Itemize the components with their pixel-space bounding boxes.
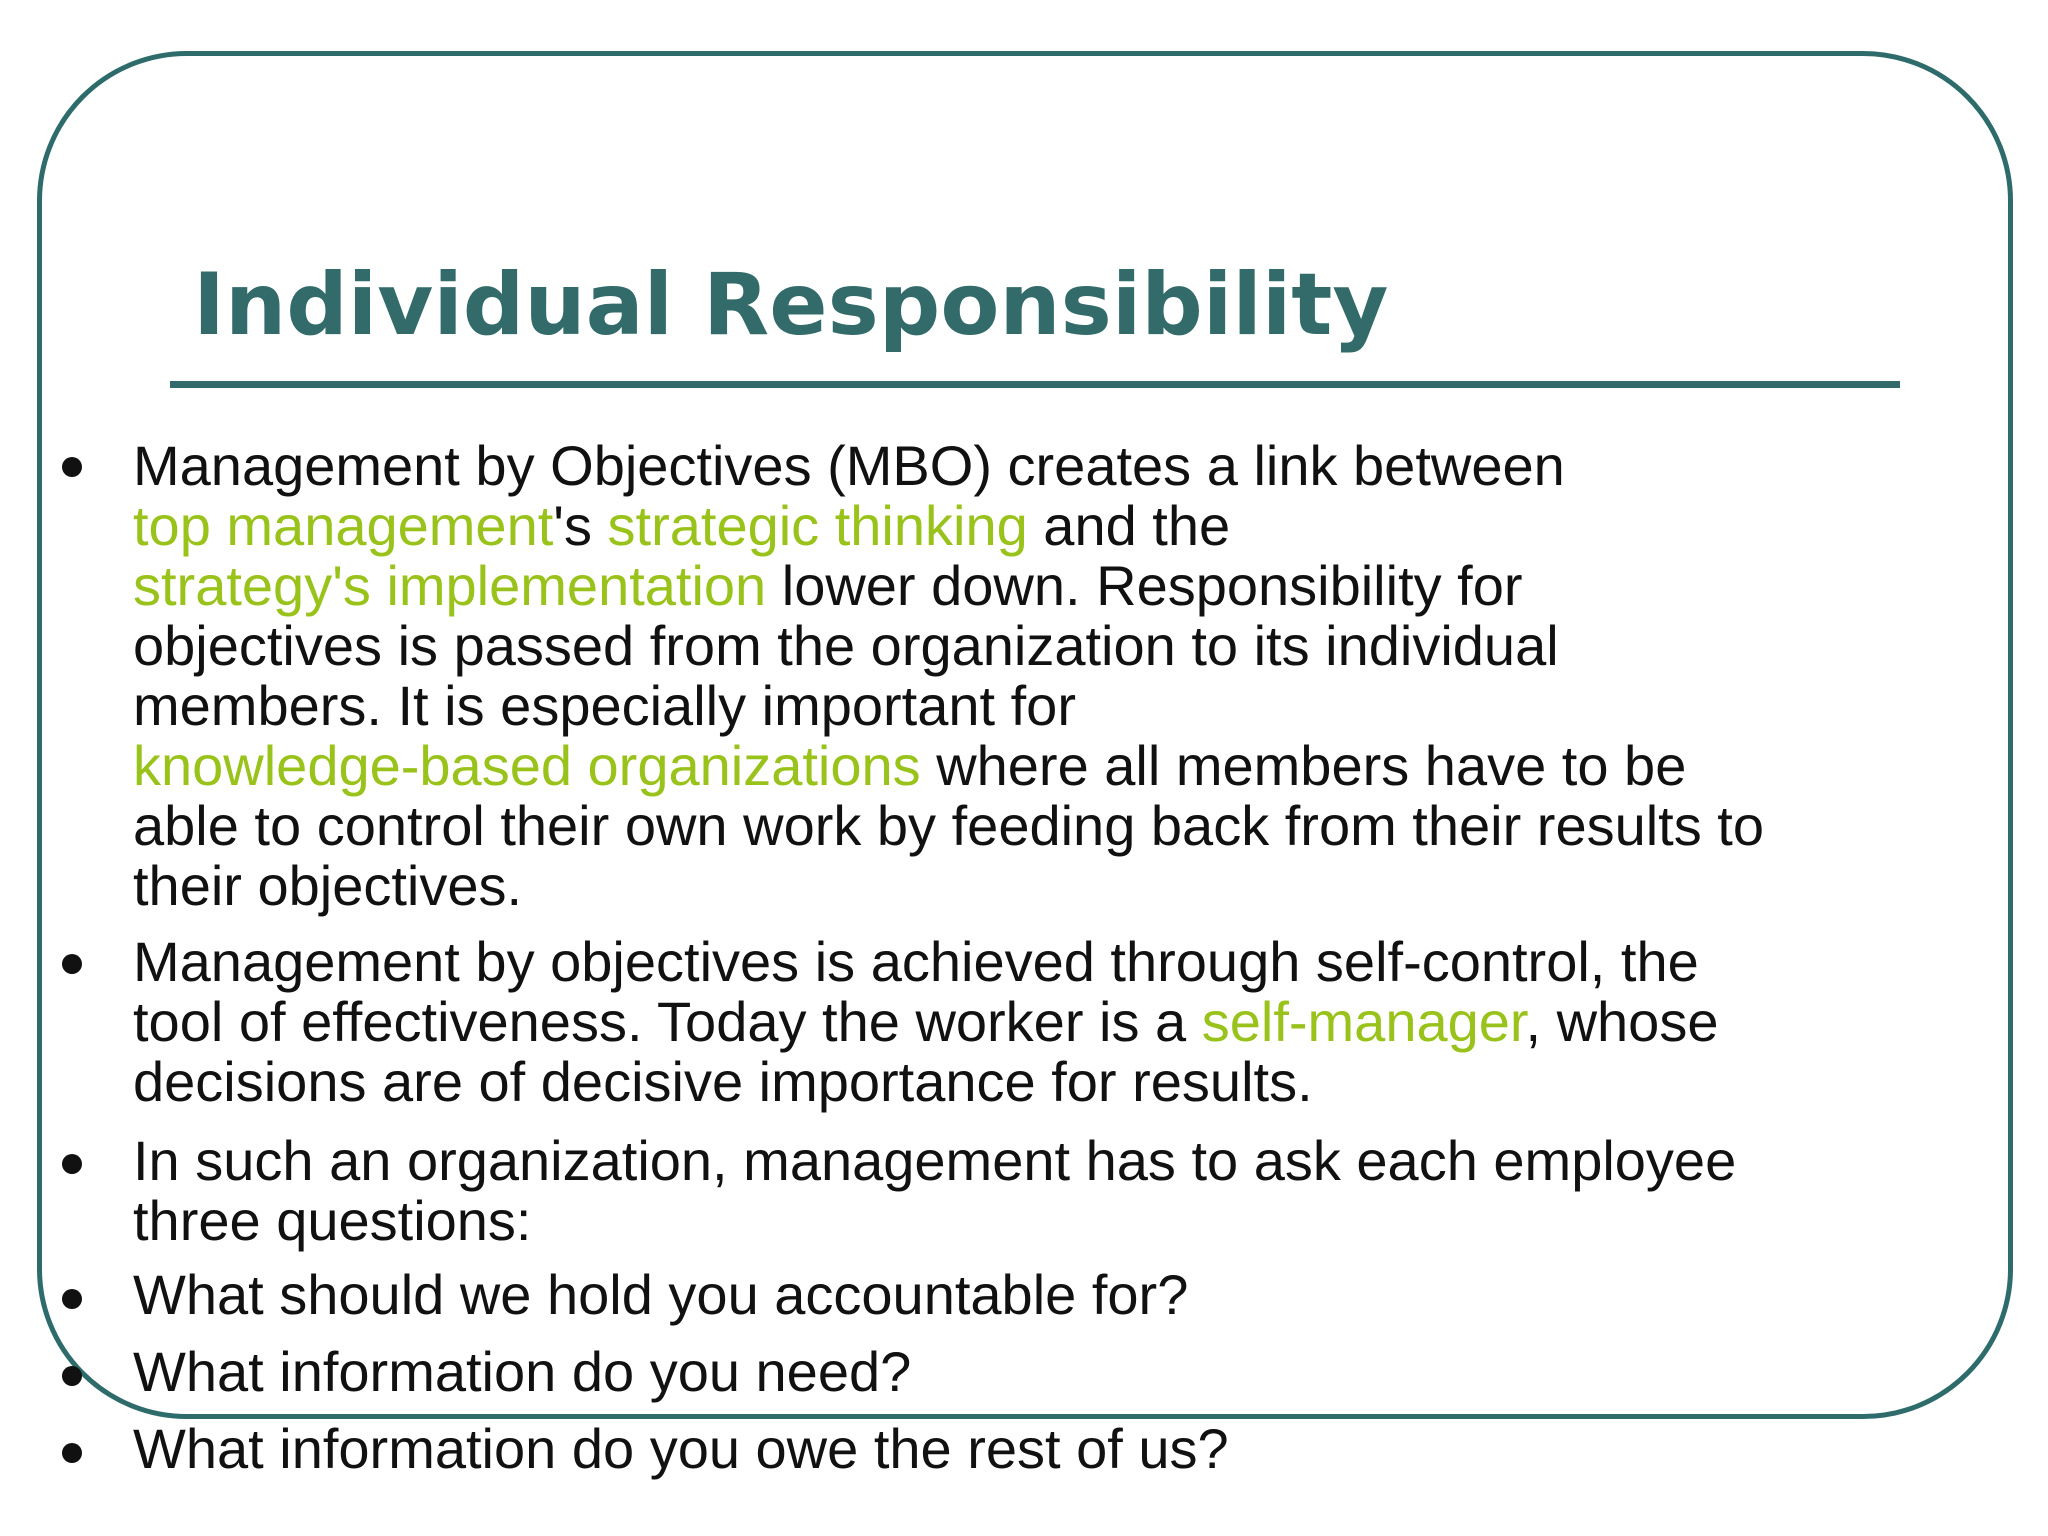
bullet-text — [133, 932, 1993, 1112]
bullet-line — [133, 496, 1993, 556]
text-run: where all members have to be — [920, 734, 1687, 797]
text-run: three questions: — [133, 1189, 532, 1252]
highlighted-term: strategy's implementation — [133, 554, 767, 617]
bullet-line — [133, 1191, 1993, 1251]
bullet-line — [133, 796, 1993, 856]
text-run: Management by Objectives (MBO) creates a link between — [133, 434, 1565, 497]
text-run: and the — [1027, 494, 1231, 557]
text-run: lower down. Responsibility for — [766, 554, 1523, 617]
bullet-line — [133, 1265, 1993, 1325]
text-run: tool of effectiveness. Today the worker is a — [133, 990, 1202, 1053]
highlighted-term: top management — [133, 494, 554, 557]
text-run: What information do you need? — [133, 1340, 912, 1403]
text-run: What information do you owe the rest of us? — [133, 1417, 1229, 1480]
bullet-text — [133, 1342, 1993, 1402]
bullet-dot-icon — [62, 457, 82, 477]
text-run: objectives is passed from the organization to its individual — [133, 614, 1559, 677]
text-run: , whose — [1525, 990, 1719, 1053]
bullet-line — [133, 1419, 1993, 1479]
bullet-dot-icon — [62, 1443, 82, 1463]
bullet-item-question-information-owe — [133, 1419, 1993, 1479]
bullet-text — [133, 1265, 1993, 1325]
bullet-line — [133, 736, 1993, 796]
bullet-dot-icon — [62, 1289, 82, 1309]
bullet-item-three-questions — [133, 1131, 1993, 1251]
bullet-line — [133, 556, 1993, 616]
highlighted-term: strategic thinking — [607, 494, 1028, 557]
bullet-text — [133, 1131, 1993, 1251]
slide-title: Individual Responsibility — [193, 255, 1389, 355]
bullet-dot-icon — [62, 954, 82, 974]
bullet-line — [133, 992, 1993, 1052]
text-run: members. It is especially important for — [133, 674, 1076, 737]
text-run: What should we hold you accountable for? — [133, 1263, 1189, 1326]
text-run: able to control their own work by feeding back from their results to — [133, 794, 1764, 857]
bullet-line — [133, 616, 1993, 676]
bullet-line — [133, 1342, 1993, 1402]
bullet-line — [133, 436, 1993, 496]
bullet-item-question-accountable — [133, 1265, 1993, 1325]
bullet-line — [133, 676, 1993, 736]
text-run: Management by objectives is achieved through self-control, the — [133, 930, 1699, 993]
bullet-line — [133, 1052, 1993, 1112]
bullet-item-question-information-need — [133, 1342, 1993, 1402]
text-run: 's — [553, 494, 608, 557]
highlighted-term: self-manager — [1201, 990, 1526, 1053]
bullet-dot-icon — [62, 1154, 82, 1174]
bullet-text — [133, 1419, 1993, 1479]
text-run: their objectives. — [133, 854, 523, 917]
text-run: decisions are of decisive importance for results. — [133, 1050, 1313, 1113]
highlighted-term: knowledge-based organizations — [133, 734, 921, 797]
bullet-text — [133, 436, 1993, 916]
bullet-line — [133, 932, 1993, 992]
bullet-dot-icon — [62, 1366, 82, 1386]
bullet-line — [133, 1131, 1993, 1191]
text-run: In such an organization, management has to ask each employee — [133, 1129, 1737, 1192]
bullet-line — [133, 856, 1993, 916]
bullet-item-self-control — [133, 932, 1993, 1112]
bullet-item-mbo-link — [133, 436, 1993, 916]
